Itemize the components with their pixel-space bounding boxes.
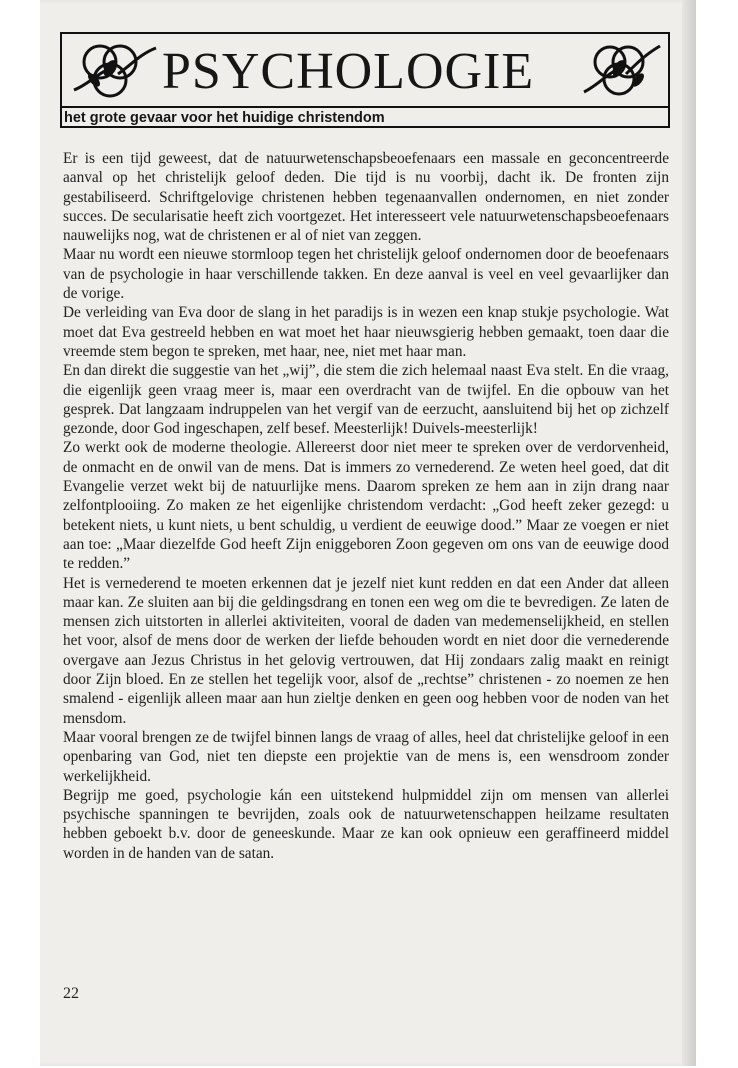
paragraph: En dan direkt die suggestie van het „wij”, die stem die zich helemaal naast Eva stelt. En die vraag, die eigenlijk geen vraag meer is, maar een overdracht van de twijfel. En die opbouw van het gesprek. Dat langzaam indruppelen van het vergif van de eerzucht, aansluitend bij het op zichzelf gezonde, door God ingeschapen, zelf besef. Meesterlijk! Duivels-meesterlijk! xyxy=(63,362,669,438)
paragraph: De verleiding van Eva door de slang in het paradijs is in wezen een knap stukje psychologie. Wat moet dat Eva gestreeld hebben en wat moet het haar nieuwsgierig hebben gemaakt, toen daar die vreemde stem begon te spreken, met haar, nee, niet met haar man. xyxy=(63,304,669,360)
paragraph: Maar nu wordt een nieuwe stormloop tegen het christelijk geloof ondernomen door de beoefenaars van de psychologie in haar verschillende takken. En deze aanval is veel en veel gevaarlijker dan de vorige. xyxy=(63,246,669,303)
paragraph: Zo werkt ook de moderne theologie. Allereerst door niet meer te spreken over de verdorvenheid, de onmacht en de onwil van de mens. Dat is immers zo vernederend. Ze weten heel goed, dat dit Evangelie verzet wekt bij de natuurlijke mens. Daarom spreken ze hem aan in zijn drang naar zelfontplooiing. Zo maken ze het eigenlijke christendom verdacht: „God heeft zeker gezegd: u betekent niets, u kunt niets, u bent schuldig, u verdient de eeuwige dood.” Maar ze voegen er niet aan toe: „Maar diezelfde God heeft Zijn eniggeboren Zoon gegeven om ons van de eeuwige dood te redden.” xyxy=(63,439,669,573)
article-body xyxy=(63,149,669,863)
paragraph: Het is vernederend te moeten erkennen dat je jezelf niet kunt redden en dat een Ander dat alleen maar kan. Ze sluiten aan bij die geldingsdrang en tonen een weg om die te bevredigen. Ze laten de mensen zich uitstorten in allerlei aktiviteiten, vooral de daden van medemenselijkheid, en stellen het voor, alsof de mens door de werken der liefde behouden wordt en niet door die vernederende overgave aan Jezus Christus in het gelovig vertrouwen, dat Hij zondaars zalig maakt en reinigt door Zijn bloed. En ze stellen het tegelijk voor, alsof de „rechtse” christenen - zo noemen ze hen smalend - eigenlijk alleen maar aan hun zieltje denken en geen oog hebben voor de noden van het mensdom. xyxy=(63,574,669,727)
magazine-page xyxy=(40,0,696,1066)
title-band xyxy=(62,34,668,108)
page-subtitle: het grote gevaar voor het huidige christendom xyxy=(64,110,385,126)
page-number: 22 xyxy=(63,985,79,1002)
section-header xyxy=(60,32,670,128)
paragraph: Maar vooral brengen ze de twijfel binnen langs de vraag of alles, heel dat christelijke geloof in een openbaring van God, niet ten diepste een projektie van de mens is, een wensdroom zonder werkelijkheid. xyxy=(63,728,669,785)
page-title: PSYCHOLOGIE xyxy=(162,43,535,100)
page-spine-shadow xyxy=(682,0,696,1066)
celtic-knot-ornament-icon xyxy=(582,40,662,100)
celtic-knot-ornament-icon xyxy=(70,40,160,100)
paragraph: Begrijp me goed, psychologie kán een uitstekend hulpmiddel zijn om mensen van allerlei psychische spanningen te bevrijden, zoals ook de natuurwetenschappen heilzame resultaten hebben geboekt b.v. door de geneeskunde. Maar ze kan ook opnieuw een geraffineerd middel worden in de handen van de satan. xyxy=(63,786,669,862)
paragraph: Er is een tijd geweest, dat de natuurwetenschapsbeoefenaars een massale en geconcentreerde aanval op het christelijk geloof deden. Die tijd is nu voorbij, dacht ik. De fronten zijn gestabiliseerd. Schriftgelovige christenen hebben tegenaanvallen ondernomen, en niet zonder succes. De secularisatie heeft zich voortgezet. Het interesseert vele natuurwetenschapsbeoefenaars nauwelijks nog, wat de christenen er al of niet van zeggen. xyxy=(63,150,669,245)
